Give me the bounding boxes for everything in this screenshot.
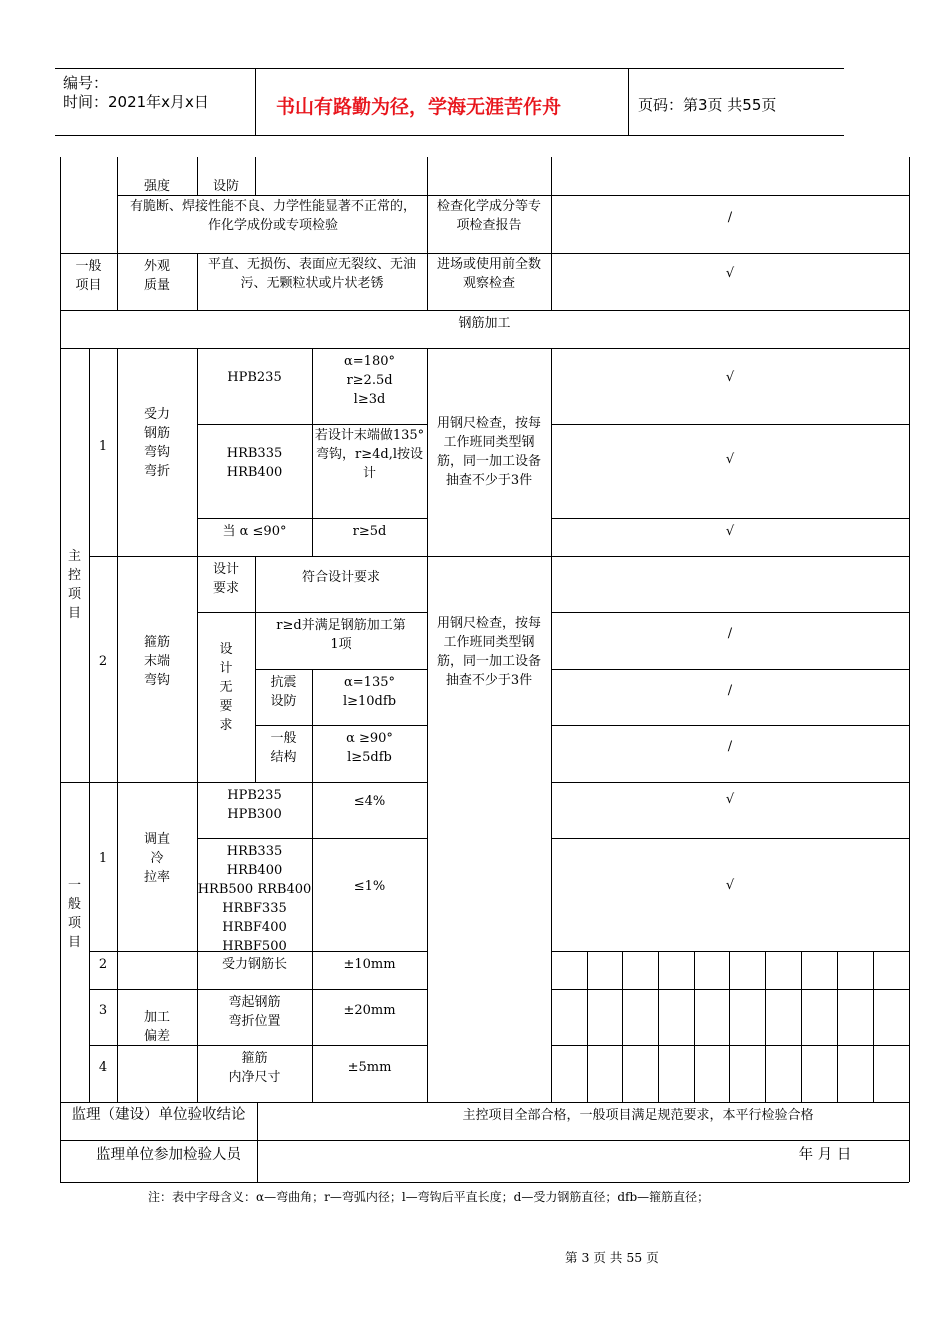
straighten-name: 调直 冷 拉率: [143, 831, 170, 885]
bend-r1-req: α=180° r≥2.5d l≥3d: [344, 354, 395, 407]
cell-seismic: 设防: [212, 178, 239, 194]
straighten-r2-value: ≤1%: [353, 878, 386, 894]
bend-name: 受力 钢筋 弯钩 弯折: [143, 407, 170, 479]
deviation-row-no: 2: [98, 957, 108, 972]
cell-chem-result: /: [727, 209, 733, 225]
cell-appearance: 外观 质量: [143, 259, 170, 293]
conclusion-value: 主控项目全部合格，一般项目满足规范要求，本平行检验合格: [462, 1107, 814, 1123]
col-inspector-label: [257, 1140, 258, 1182]
measurement-cell-divider: [658, 951, 659, 1102]
rule-dev-r1b: [551, 989, 909, 990]
general-category: 一 般 项 目: [67, 878, 81, 950]
measurement-cell-divider: [801, 951, 802, 1102]
stirrup-name: 箍筋 末端 弯钩: [143, 634, 170, 688]
straighten-r1-grade: HPB235 HPB300: [227, 788, 282, 822]
table-border-right: [909, 157, 910, 1182]
header-time-label: 时间：2021年x月x日: [63, 93, 209, 111]
stirrup-seismic-label: 抗震 设防: [270, 675, 297, 709]
measurement-cell-divider: [587, 951, 588, 1102]
bend-r2-grade: HRB335 HRB400: [226, 446, 283, 480]
deviation-row-no: 3: [98, 1002, 108, 1018]
cell-strength: 强度: [143, 178, 170, 194]
rule-dev-r2b: [551, 1045, 909, 1046]
bend-r1-grade: HPB235: [227, 370, 282, 385]
straighten-no: 1: [98, 850, 108, 866]
cell-general-category: 一般 项目: [75, 259, 102, 293]
rule-straight-endb: [551, 951, 909, 952]
measurement-cell-divider: [694, 951, 695, 1102]
stirrup-noreq-value: r≥d并满足钢筋加工第1项: [276, 618, 406, 652]
inspector-label: 监理单位参加检验人员: [96, 1146, 241, 1163]
stirrup-method: 用钢尺检查，按每工作班同类型钢筋，同一加工设备抽查不少于3件: [436, 616, 541, 688]
bend-r3-grade: 当 α ≤90°: [222, 524, 287, 539]
bend-no: 1: [98, 438, 108, 454]
deviation-name: 加工 偏差: [143, 1009, 170, 1044]
col-a-top: [117, 157, 118, 253]
deviation-row-item: 箍筋 内净尺寸: [228, 1051, 281, 1085]
deviation-row-value: ±20mm: [343, 1002, 396, 1018]
stirrup-design-label: 设计 要求: [212, 562, 239, 596]
cell-appearance-method: 进场或使用前全数观察检查: [436, 257, 541, 291]
deviation-row-value: ±10mm: [343, 957, 396, 972]
stirrup-seismic-value: α=135° l≥10dfb: [342, 675, 397, 709]
cell-appearance-result: √: [725, 265, 735, 281]
stirrup-general-value: α ≥90° l≥5dfb: [346, 731, 393, 765]
straighten-r2-result: √: [725, 877, 735, 893]
deviation-row-item: 弯起钢筋 弯折位置: [228, 995, 281, 1029]
measurement-cell-divider: [765, 951, 766, 1102]
header-number-label: 编号：: [63, 74, 109, 92]
header-page-label: 页码：第3页 共55页: [638, 96, 777, 114]
measurement-cell-divider: [729, 951, 730, 1102]
bend-method: 用钢尺检查，按每工作班同类型钢筋，同一加工设备抽查不少于3件: [436, 416, 541, 488]
bend-r3-result: √: [725, 524, 735, 539]
deviation-row-value: ±5mm: [347, 1059, 392, 1075]
stirrup-design-value: 符合设计要求: [301, 570, 380, 585]
stirrup-noreq-label: 设 计 无 要 求: [219, 641, 233, 733]
stirrup-general-label: 一般 结构: [270, 731, 297, 765]
bend-r1-result: √: [725, 370, 735, 385]
straighten-r2-grade: HRB335 HRB400 HRB500 RRB400 HRBF335 HRBF400 HRBF500: [197, 844, 312, 954]
stirrup-general-result: /: [727, 739, 733, 754]
legend-note: 注：表中字母含义：α—弯曲角；r—弯弧内径；l—弯钩后平直长度；d—受力钢筋直径；dfb—箍筋直径；: [148, 1190, 710, 1204]
cell-chem-method: 检查化学成分等专项检查报告: [436, 199, 541, 233]
straighten-r1-value: ≤4%: [353, 794, 386, 809]
bend-r3-req: r≥5d: [352, 524, 387, 539]
col-c-top: [255, 157, 256, 195]
measurement-cell-divider: [873, 951, 874, 1102]
main-control-category: 主 控 项 目: [67, 549, 81, 621]
bend-r2-req: 若设计末端做135° 弯钩，r≥4d,l按设计: [314, 428, 425, 481]
straighten-r1-result: √: [725, 792, 735, 807]
section-title: 钢筋加工: [458, 315, 511, 331]
stirrup-no: 2: [98, 653, 108, 669]
measurement-cell-divider: [622, 951, 623, 1102]
inspection-date: 年 月 日: [798, 1146, 852, 1163]
deviation-row-item: 受力钢筋长: [221, 957, 287, 972]
deviation-row-no: 4: [98, 1059, 108, 1075]
bend-r2-result: √: [725, 452, 735, 467]
cell-appearance-desc: 平直、无损伤、表面应无裂纹、无油污、无颗粒状或片状老锈: [207, 257, 416, 291]
stirrup-seismic-result: /: [727, 683, 733, 698]
cell-chem-desc: 有脆断、焊接性能不良、力学性能显著不正常的，作化学成份或专项检验: [129, 199, 416, 233]
header-motto: 书山有路勤为径，学海无涯苦作舟: [276, 96, 562, 118]
page-footer: 第 3 页 共 55 页: [565, 1250, 659, 1265]
measurement-cell-divider: [837, 951, 838, 1102]
stirrup-noreq-result: /: [727, 626, 733, 641]
conclusion-label: 监理（建设）单位验收结论: [71, 1106, 246, 1123]
table-border-bottom: [60, 1182, 909, 1183]
